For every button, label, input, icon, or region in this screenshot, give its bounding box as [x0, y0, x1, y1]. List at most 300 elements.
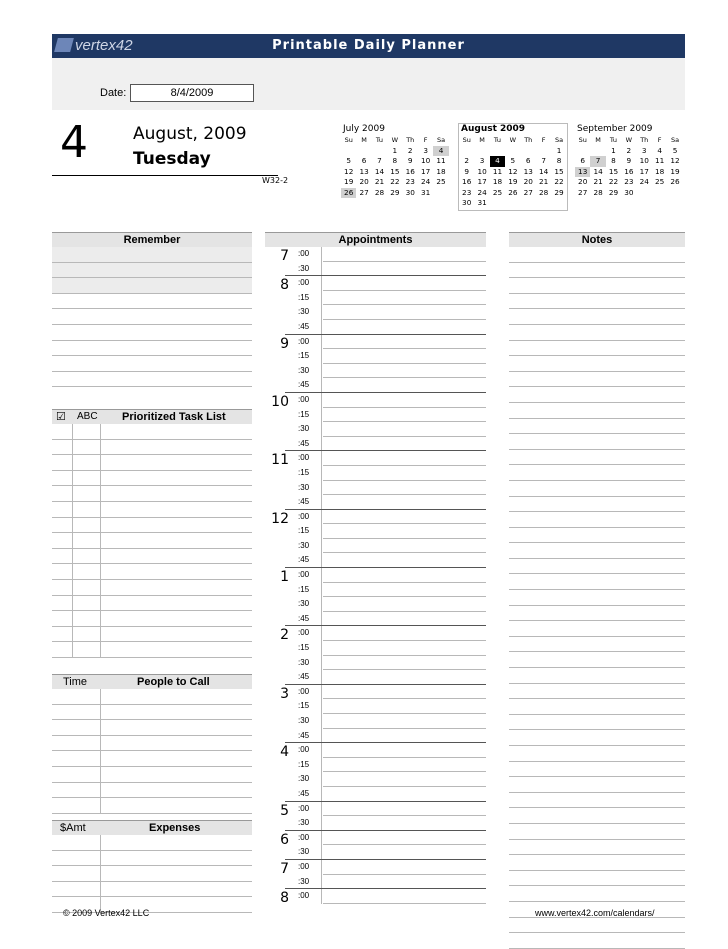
checkbox-icon: ☑ [56, 411, 66, 423]
list-row[interactable] [52, 549, 252, 565]
calendar-day[interactable]: 10 [421, 156, 431, 165]
calendar-day[interactable]: 4 [490, 156, 505, 167]
calendar-day[interactable]: 14 [374, 166, 385, 176]
calendar-day-name: Sa [554, 136, 564, 144]
appointment-slot[interactable] [265, 364, 486, 379]
list-row[interactable] [52, 705, 252, 721]
list-row[interactable] [509, 668, 685, 684]
calendar-day[interactable]: 7 [377, 156, 382, 165]
column-divider [321, 568, 322, 583]
list-row[interactable] [509, 403, 685, 419]
column-divider [321, 758, 322, 773]
calendar-day[interactable]: 24 [639, 177, 649, 186]
calendar-day[interactable]: 29 [390, 187, 400, 197]
list-row[interactable] [52, 564, 252, 580]
calendar-day[interactable]: 19 [508, 177, 518, 186]
calendar-day[interactable]: 21 [539, 177, 549, 186]
appointment-minute: :45 [298, 672, 310, 682]
calendar-day[interactable]: 24 [421, 177, 431, 186]
appointment-slot[interactable] [265, 510, 486, 525]
list-row[interactable] [509, 528, 685, 544]
appointment-slot[interactable] [265, 466, 486, 481]
appointment-slot[interactable] [265, 349, 486, 364]
list-row[interactable] [509, 637, 685, 653]
list-row[interactable] [509, 793, 685, 809]
column-divider [321, 335, 322, 350]
footer-url[interactable]: www.vertex42.com/calendars/ [535, 908, 655, 918]
mini-calendar-august [458, 123, 568, 211]
appointment-slot[interactable] [265, 626, 486, 644]
people-to-call-title: People to Call [137, 676, 210, 688]
appointment-slot[interactable] [265, 699, 486, 714]
calendar-day[interactable]: 17 [421, 166, 431, 176]
list-row[interactable] [509, 450, 685, 466]
list-row[interactable] [509, 824, 685, 840]
calendar-day[interactable]: 23 [462, 187, 472, 197]
list-row[interactable] [509, 855, 685, 871]
mini-calendar-september [575, 124, 683, 198]
column-divider [72, 611, 73, 626]
appointment-slot[interactable] [265, 553, 486, 568]
calendar-day[interactable]: 8 [556, 156, 562, 165]
appointment-minute: :15 [298, 643, 310, 653]
calendar-day[interactable]: 26 [508, 187, 518, 197]
calendar-day[interactable]: 18 [492, 177, 503, 186]
calendar-day[interactable]: 9 [464, 166, 470, 176]
column-divider [321, 816, 322, 831]
calendar-day[interactable]: 20 [578, 177, 588, 186]
appointment-minute: :45 [298, 788, 310, 798]
calendar-day[interactable]: 30 [405, 187, 415, 197]
appointment-slot[interactable] [265, 670, 486, 685]
calendar-day[interactable]: 25 [655, 177, 665, 186]
calendar-day[interactable]: 23 [405, 177, 415, 186]
weekday: Tuesday [133, 149, 211, 169]
calendar-day[interactable]: 7 [590, 156, 605, 167]
list-row[interactable] [509, 341, 685, 357]
calendar-day[interactable]: 30 [624, 187, 634, 197]
date-field[interactable]: 8/4/2009 [130, 84, 254, 102]
list-row[interactable] [509, 684, 685, 700]
calendar-day[interactable]: 28 [539, 187, 549, 197]
list-row[interactable] [509, 356, 685, 372]
appointment-slot[interactable] [265, 729, 486, 744]
list-row[interactable] [509, 278, 685, 294]
appointment-slot[interactable] [265, 845, 486, 860]
calendar-day[interactable]: 20 [359, 177, 369, 186]
appointment-minute: :30 [298, 482, 310, 492]
appointment-slot[interactable] [265, 451, 486, 469]
calendar-day[interactable]: 5 [346, 156, 352, 165]
appointment-slot[interactable] [265, 247, 486, 262]
column-divider [321, 291, 322, 306]
calendar-day[interactable]: 28 [593, 187, 603, 197]
calendar-empty [490, 146, 505, 157]
list-row[interactable] [509, 309, 685, 325]
list-row[interactable] [52, 642, 252, 658]
list-row[interactable] [509, 590, 685, 606]
appointment-slot[interactable] [265, 831, 486, 846]
list-row[interactable] [52, 720, 252, 736]
calendar-day[interactable]: 19 [670, 166, 680, 176]
calendar-day[interactable]: 3 [479, 156, 485, 165]
calendar-day[interactable]: 22 [554, 177, 564, 186]
list-row[interactable] [509, 574, 685, 590]
column-divider [321, 714, 322, 729]
list-row[interactable] [509, 294, 685, 310]
column-divider [72, 424, 73, 439]
list-row[interactable] [509, 247, 685, 263]
calendar-day[interactable]: 12 [508, 166, 518, 176]
calendar-day[interactable]: 5 [672, 145, 678, 155]
list-row[interactable] [509, 434, 685, 450]
list-row[interactable] [52, 611, 252, 627]
list-row[interactable] [52, 580, 252, 596]
appointment-slot[interactable] [265, 583, 486, 598]
appointment-slot[interactable] [265, 787, 486, 802]
calendar-empty [590, 146, 605, 157]
calendar-day[interactable]: 2 [464, 156, 470, 165]
calendar-day[interactable]: 15 [390, 166, 400, 176]
appointment-slot[interactable] [265, 714, 486, 729]
column-divider [321, 875, 322, 890]
appointment-hour: 7 [280, 248, 289, 264]
appointment-slot[interactable] [265, 656, 486, 671]
calendar-day[interactable]: 5 [510, 156, 516, 165]
list-row[interactable] [509, 497, 685, 513]
slot-line [323, 903, 486, 904]
calendar-day[interactable]: 4 [433, 146, 448, 157]
calendar-day[interactable]: 29 [554, 187, 564, 197]
calendar-day[interactable]: 25 [436, 177, 446, 186]
calendar-day[interactable]: 31 [421, 187, 431, 197]
appointment-slot[interactable] [265, 743, 486, 761]
column-divider [72, 533, 73, 548]
list-row[interactable] [52, 596, 252, 612]
calendar-empty [372, 146, 387, 157]
list-row[interactable] [509, 840, 685, 856]
calendar-day[interactable]: 16 [405, 166, 415, 176]
list-row[interactable] [509, 325, 685, 341]
column-divider [321, 466, 322, 481]
appointment-slot[interactable] [265, 422, 486, 437]
list-row[interactable] [52, 783, 252, 799]
appointment-slot[interactable] [265, 393, 486, 408]
calendar-day[interactable]: 1 [392, 145, 398, 155]
list-row[interactable] [509, 746, 685, 762]
calendar-day[interactable]: 8 [611, 156, 616, 165]
priority-label: ABC [77, 411, 98, 422]
list-row[interactable] [509, 559, 685, 575]
list-row[interactable] [52, 372, 252, 388]
calendar-day[interactable]: 18 [655, 166, 665, 176]
list-row[interactable] [509, 777, 685, 793]
list-row[interactable] [52, 325, 252, 341]
calendar-day[interactable]: 28 [374, 187, 385, 197]
calendar-day[interactable]: 25 [492, 187, 503, 197]
calendar-day[interactable]: 17 [639, 166, 649, 176]
list-row[interactable] [509, 465, 685, 481]
column-divider [321, 481, 322, 496]
list-row[interactable] [52, 851, 252, 867]
calendar-day[interactable]: 11 [492, 166, 503, 176]
list-row[interactable] [52, 502, 252, 518]
list-row[interactable] [52, 689, 252, 705]
appointment-slot[interactable] [265, 568, 486, 586]
appointment-minute: :45 [298, 613, 310, 623]
appointment-slot[interactable] [265, 802, 486, 817]
appointment-minute: :45 [298, 555, 310, 565]
list-row[interactable] [509, 481, 685, 497]
calendar-day[interactable]: 21 [374, 177, 385, 186]
calendar-day[interactable]: 6 [525, 156, 531, 165]
list-row[interactable] [52, 736, 252, 752]
appointment-slot[interactable] [265, 816, 486, 831]
month-year: August, 2009 [133, 124, 247, 144]
list-row[interactable] [52, 518, 252, 534]
calendar-day[interactable]: 30 [462, 198, 472, 207]
calendar-day[interactable]: 27 [359, 187, 369, 197]
calendar-day[interactable]: 9 [407, 156, 413, 165]
list-row[interactable] [52, 309, 252, 325]
calendar-day-name: F [541, 136, 546, 144]
appointment-slot[interactable] [265, 320, 486, 335]
list-row[interactable] [509, 419, 685, 435]
appointment-slot[interactable] [265, 889, 486, 907]
calendar-day[interactable]: 4 [657, 145, 662, 155]
day-number: 4 [60, 117, 88, 168]
calendar-day[interactable]: 26 [670, 177, 680, 186]
column-divider [100, 705, 101, 720]
calendar-day[interactable]: 17 [477, 177, 487, 186]
appointment-slot[interactable] [265, 305, 486, 320]
column-divider [100, 642, 101, 657]
calendar-day[interactable]: 6 [580, 156, 586, 165]
list-row[interactable] [509, 543, 685, 559]
appointment-minute: :30 [298, 716, 310, 725]
calendar-day[interactable]: 26 [341, 188, 356, 199]
appointment-slot[interactable] [265, 437, 486, 452]
expenses-title: Expenses [149, 822, 201, 834]
list-row[interactable] [509, 715, 685, 731]
appointment-minute: :45 [298, 438, 310, 448]
column-divider [100, 580, 101, 595]
calendar-day[interactable]: 2 [407, 145, 413, 155]
list-row[interactable] [509, 621, 685, 637]
column-divider [100, 783, 101, 798]
list-row[interactable] [52, 751, 252, 767]
list-row[interactable] [52, 278, 252, 294]
appointment-slot[interactable] [265, 685, 486, 700]
list-row[interactable] [52, 263, 252, 279]
calendar-day[interactable]: 19 [344, 177, 354, 186]
appointment-minute: :00 [298, 249, 310, 258]
list-row[interactable] [509, 871, 685, 887]
appointment-slot[interactable] [265, 408, 486, 423]
calendar-day[interactable]: 27 [578, 187, 588, 197]
calendar-day[interactable]: 2 [626, 145, 632, 155]
list-row[interactable] [52, 798, 252, 814]
calendar-day[interactable]: 15 [608, 166, 619, 176]
calendar-day[interactable]: 27 [523, 187, 533, 197]
calendar-day[interactable]: 18 [436, 166, 446, 176]
footer-copyright: © 2009 Vertex42 LLC [63, 908, 150, 918]
list-row[interactable] [52, 356, 252, 372]
calendar-day[interactable]: 13 [359, 166, 369, 176]
list-row[interactable] [509, 606, 685, 622]
appointment-minute: :30 [298, 657, 310, 667]
list-row[interactable] [509, 933, 685, 949]
calendar-day[interactable]: 1 [556, 145, 562, 155]
calendar-day[interactable]: 3 [641, 145, 647, 155]
calendar-day[interactable]: 12 [670, 156, 680, 165]
list-row[interactable] [52, 424, 252, 440]
appointment-slot[interactable] [265, 276, 486, 294]
list-row[interactable] [52, 627, 252, 643]
appointment-slot[interactable] [265, 860, 486, 875]
column-divider [321, 656, 322, 671]
list-row[interactable] [52, 866, 252, 882]
remember-list [52, 247, 252, 387]
list-row[interactable] [52, 882, 252, 898]
header-divider [52, 175, 278, 176]
list-row[interactable] [52, 835, 252, 851]
column-divider [321, 393, 322, 408]
calendar-day[interactable]: 8 [392, 156, 398, 165]
appointment-hour: 9 [280, 335, 289, 352]
appointment-slot[interactable] [265, 291, 486, 306]
calendar-day[interactable]: 10 [477, 166, 487, 176]
list-row[interactable] [52, 455, 252, 471]
list-row[interactable] [52, 533, 252, 549]
appointment-slot[interactable] [265, 772, 486, 787]
column-divider [100, 455, 101, 470]
calendar-day[interactable]: 21 [593, 177, 603, 186]
calendar-day[interactable]: 3 [423, 145, 428, 155]
calendar-day[interactable]: 16 [462, 177, 472, 186]
calendar-day[interactable]: 22 [608, 177, 619, 186]
calendar-day[interactable]: 31 [477, 198, 487, 207]
calendar-day-name: F [423, 136, 428, 144]
list-row[interactable] [52, 294, 252, 310]
appointments-title: Appointments [338, 234, 413, 246]
appointment-minute: :15 [298, 467, 310, 477]
calendar-day[interactable]: 9 [626, 156, 632, 165]
calendar-day-name: Tu [375, 136, 384, 144]
calendar-title: September 2009 [577, 124, 653, 134]
list-row[interactable] [509, 730, 685, 746]
column-divider [321, 539, 322, 554]
column-divider [321, 495, 322, 510]
column-divider [321, 802, 322, 817]
appointment-minute: :45 [298, 380, 310, 390]
calendar-empty [667, 188, 682, 199]
column-divider [321, 364, 322, 379]
calendar-day[interactable]: 1 [611, 145, 616, 155]
appointment-slot[interactable] [265, 524, 486, 539]
calendar-day-name: M [479, 136, 485, 144]
expenses-list [52, 835, 252, 913]
appointment-slot[interactable] [265, 875, 486, 890]
appointment-slot[interactable] [265, 481, 486, 496]
column-divider [100, 549, 101, 564]
calendar-day[interactable]: 15 [554, 166, 564, 176]
calendar-day[interactable]: 13 [575, 167, 590, 178]
column-divider [100, 689, 101, 704]
calendar-day[interactable]: 14 [593, 166, 603, 176]
appointment-slot[interactable] [265, 335, 486, 350]
list-row[interactable] [509, 886, 685, 902]
calendar-day[interactable]: 29 [608, 187, 619, 197]
list-row[interactable] [509, 372, 685, 388]
appointment-slot[interactable] [265, 378, 486, 393]
appointment-slot[interactable] [265, 495, 486, 510]
calendar-day[interactable]: 23 [624, 177, 634, 186]
calendar-day[interactable]: 16 [624, 166, 634, 176]
list-row[interactable] [509, 918, 685, 934]
appointment-hour: 4 [280, 744, 289, 761]
appointment-hour: 8 [280, 890, 289, 907]
appointment-minute: :00 [298, 570, 310, 580]
list-row[interactable] [52, 767, 252, 783]
column-divider [321, 451, 322, 466]
calendar-day[interactable]: 24 [477, 187, 487, 197]
list-row[interactable] [509, 263, 685, 279]
appointment-slot[interactable] [265, 641, 486, 656]
list-row[interactable] [52, 247, 252, 263]
appointment-slot[interactable] [265, 597, 486, 612]
calendar-title: July 2009 [343, 124, 385, 134]
calendar-day[interactable]: 11 [436, 156, 446, 165]
appointment-minute: :45 [298, 497, 310, 507]
list-row[interactable] [509, 512, 685, 528]
calendar-day[interactable]: 7 [541, 156, 546, 165]
column-divider [72, 596, 73, 611]
list-row[interactable] [52, 471, 252, 487]
calendar-day-name: M [361, 136, 367, 144]
calendar-day[interactable]: 10 [639, 156, 649, 165]
column-divider [100, 564, 101, 579]
calendar-day-name: Su [578, 136, 587, 144]
appointment-hour: 10 [271, 393, 289, 410]
column-divider [321, 831, 322, 846]
calendar-day[interactable]: 22 [390, 177, 400, 186]
appointment-minute: :00 [298, 453, 310, 463]
appointment-slot[interactable] [265, 262, 486, 277]
column-divider [72, 455, 73, 470]
calendar-day[interactable]: 20 [523, 177, 533, 186]
list-row[interactable] [52, 341, 252, 357]
list-row[interactable] [509, 699, 685, 715]
column-divider [100, 866, 101, 881]
calendar-day[interactable]: 14 [539, 166, 549, 176]
list-row[interactable] [509, 808, 685, 824]
calendar-day[interactable]: 13 [523, 166, 533, 176]
column-divider [321, 349, 322, 364]
list-row[interactable] [509, 652, 685, 668]
list-row[interactable] [509, 387, 685, 403]
appointment-slot[interactable] [265, 539, 486, 554]
list-row[interactable] [509, 762, 685, 778]
appointment-slot[interactable] [265, 758, 486, 773]
calendar-day[interactable]: 11 [655, 156, 665, 165]
appointment-slot[interactable] [265, 612, 486, 627]
column-divider [100, 440, 101, 455]
calendar-day[interactable]: 6 [361, 156, 367, 165]
list-row[interactable] [52, 440, 252, 456]
list-row[interactable] [52, 486, 252, 502]
calendar-day[interactable]: 12 [344, 166, 354, 176]
